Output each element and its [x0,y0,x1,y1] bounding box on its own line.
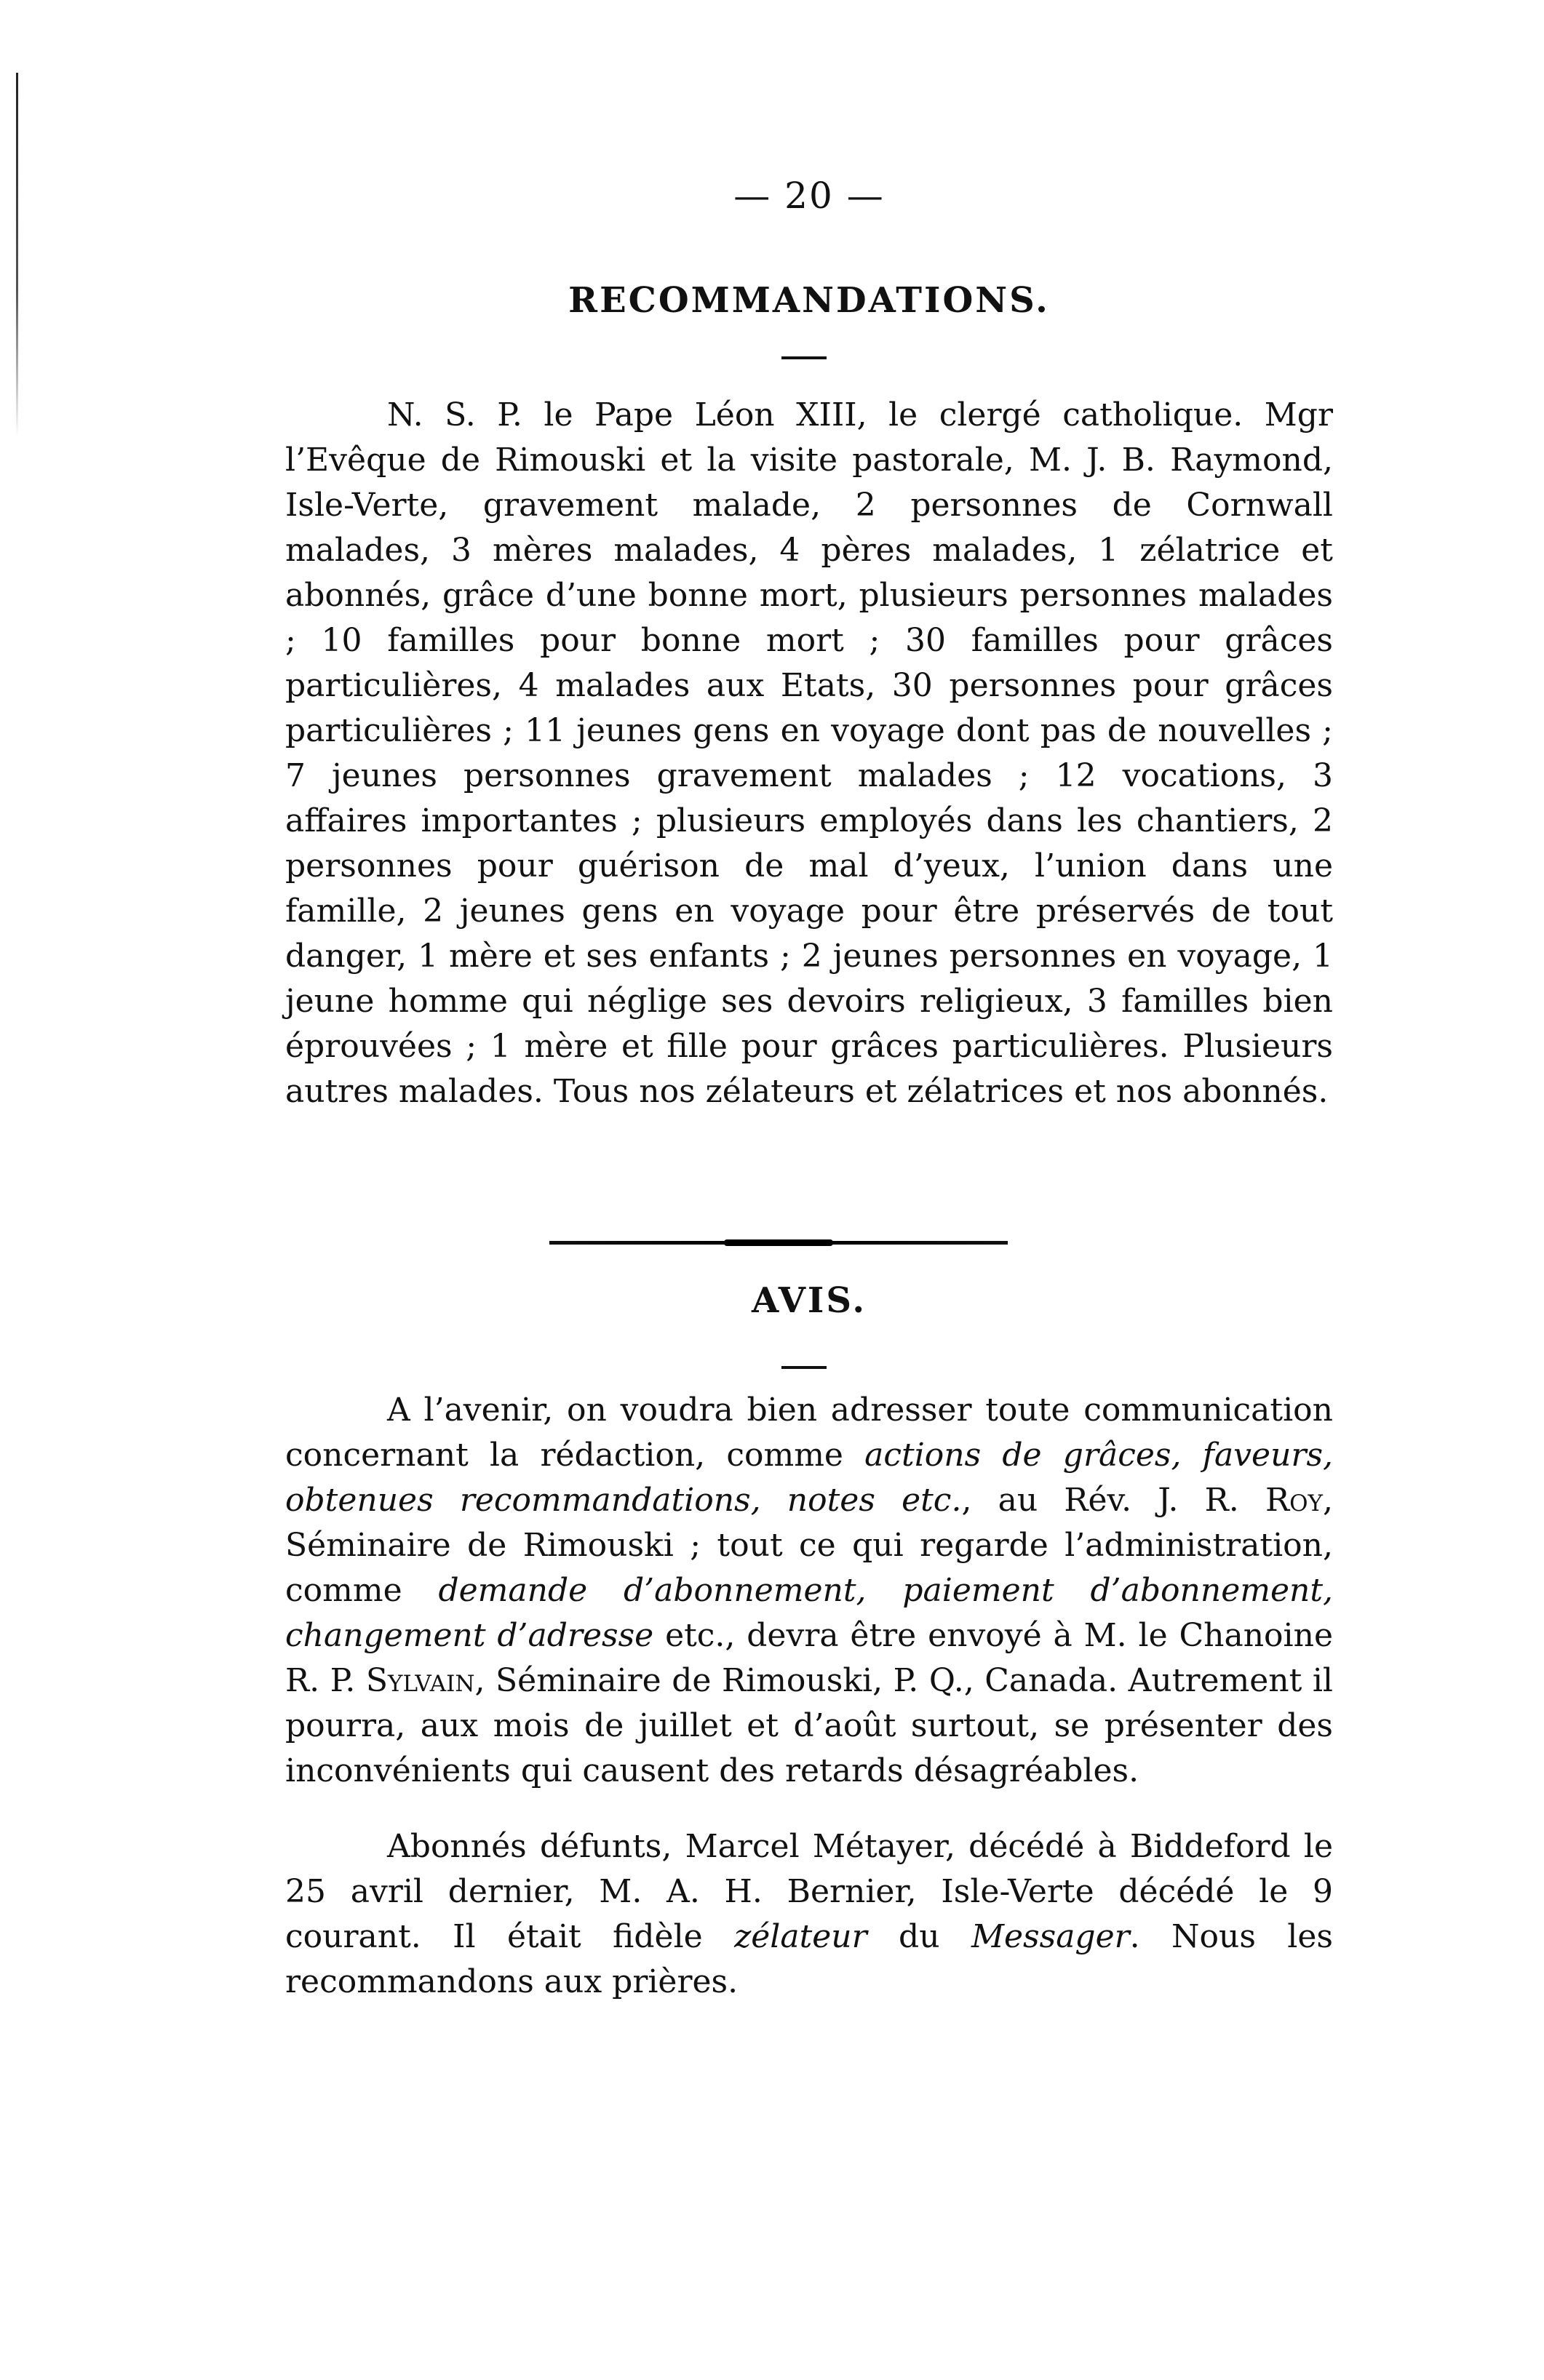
text-run: etc., devra être envoyé à M. le Chanoine R. P. [285,1617,1333,1699]
text-run: Abonnés défunts, Marcel Métayer, décédé à Biddeford le 25 avril dernier, M. A. H. Bernier, Isle-Verte décédé le 9 courant. Il était fidèle [285,1828,1333,1955]
text-run: . Nous les recommandons aux prières. [285,1918,1333,2000]
avis-paragraph-2 [285,1824,1333,2005]
page-number: — 20 — [733,175,885,217]
italic-text-run: actions de grâces, faveurs, obtenues recommandations, notes etc. [285,1437,1334,1519]
avis-paragraph-1 [285,1388,1333,1794]
recommandations-paragraph: N. S. P. le Pape Léon XIII, le clergé catholique. Mgr l’Evêque de Rimouski et la visite pastorale, M. J. B. Raymond, Isle-Verte, gravement malade, 2 personnes de Cornwall malades, 3 mères malades, 4 pères malades, 1 zélatrice et abonnés, grâce d’une bonne mort, plusieurs personnes malades ; 10 familles pour bonne mort ; 30 familles pour grâces particulières, 4 malades aux Etats, 30 personnes pour grâces particulières ; 11 jeunes gens en voyage dont pas de nouvelles ; 7 jeunes personnes gravement malades ; 12 vocations, 3 affaires importantes ; plusieurs employés dans les chantiers, 2 personnes pour guérison de mal d’yeux, l’union dans une famille, 2 jeunes gens en voyage pour être préservés de tout danger, 1 mère et ses enfants ; 2 jeunes personnes en voyage, 1 jeune homme qui néglige ses devoirs religieux, 3 familles bien éprouvées ; 1 mère et fille pour grâces particulières. Plusieurs autres malades. Tous nos zélateurs et zélatrices et nos abonnés. [285,396,1333,1110]
text-run: , Séminaire de Rimouski, P. Q., Canada. Autrement il pourra, aux mois de juillet et d’août surtout, se présenter des inconvénients qui causent des retards désagréables. [285,1662,1333,1789]
italic-text-run: demande d’abonnement, paiement d’abonnement, changement d’adresse [285,1572,1333,1654]
small-caps-name: Sylvain [365,1662,475,1699]
italic-text-run: zélateur [734,1918,867,1955]
scan-edge-shadow [16,73,18,436]
text-run: A l’avenir, on voudra bien adresser toute communication concernant la rédaction, comme [285,1391,1333,1474]
italic-text-run: Messager [971,1918,1130,1955]
small-caps-name: Roy [1265,1482,1323,1519]
avis-heading: AVIS. [751,1280,867,1321]
text-run: , Séminaire de Rimouski ; tout ce qui regarde l’administration, comme [285,1482,1333,1609]
heading-underline-rule [781,1366,827,1369]
recommandations-heading: RECOMMANDATIONS. [568,280,1050,321]
section-separator-rule [549,1241,1008,1245]
text-run: , au Rév. J. R. [961,1482,1265,1519]
heading-underline-rule [781,356,827,359]
text-run: du [867,1918,971,1955]
